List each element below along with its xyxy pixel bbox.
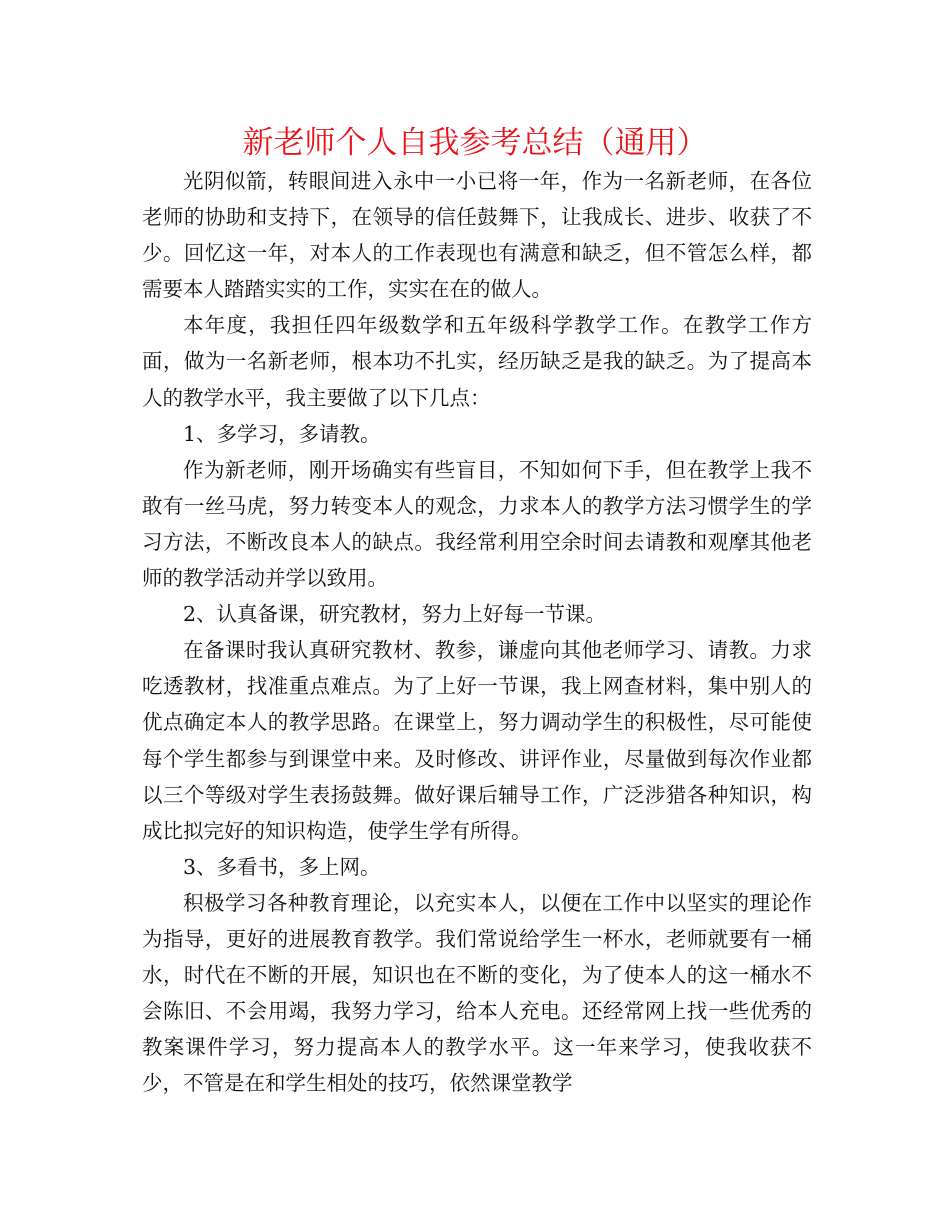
section-heading-1: 1、多学习，多请教。: [183, 421, 381, 446]
document-body: [142, 163, 812, 1101]
paragraph-intro: 光阴似箭，转眼间进入永中一小已将一年，作为一名新老师，在各位老师的协助和支持下，在领导的信任鼓舞下，让我成长、进步、收获了不少。回忆这一年，对本人的工作表现也有满意和缺乏，但不管怎么样，都需要本人踏踏实实的工作，实实在在的做人。: [142, 169, 812, 302]
paragraph-section-2: 在备课时我认真研究教材、教参，谦虚向其他老师学习、请教。力求吃透教材，找准重点难点。为了上好一节课，我上网查材料，集中别人的优点确定本人的教学思路。在课堂上，努力调动学生的积极性，尽可能使每个学生都参与到课堂中来。及时修改、讲评作业，尽量做到每次作业都以三个等级对学生表扬鼓舞。做好课后辅导工作，广泛涉猎各种知识，构成比拟完好的知识构造，使学生学有所得。: [142, 638, 812, 843]
section-heading-2: 2、认真备课，研究教材，努力上好每一节课。: [183, 602, 607, 627]
paragraph-section-3: 积极学习各种教育理论，以充实本人，以便在工作中以坚实的理论作为指导，更好的进展教育教学。我们常说给学生一杯水，老师就要有一桶水，时代在不断的开展，知识也在不断的变化，为了使本人的这一桶水不会陈旧、不会用竭，我努力学习，给本人充电。还经常网上找一些优秀的教案课件学习，努力提高本人的教学水平。这一年来学习，使我收获不少，不管是在和学生相处的技巧，依然课堂教学: [142, 890, 812, 1096]
section-heading-3: 3、多看书，多上网。: [183, 854, 381, 879]
document-title: 新老师个人自我参考总结（通用）: [242, 125, 708, 161]
paragraph-annual-role: 本年度，我担任四年级数学和五年级科学教学工作。在教学工作方面，做为一名新老师，根本功不扎实，经历缺乏是我的缺乏。为了提高本人的教学水平，我主要做了以下几点：: [142, 313, 812, 410]
paragraph-section-1: 作为新老师，刚开场确实有些盲目，不知如何下手，但在教学上我不敢有一丝马虎，努力转变本人的观念，力求本人的教学方法习惯学生的学习方法，不断改良本人的缺点。我经常利用空余时间去请教和观摩其他老师的教学活动并学以致用。: [142, 457, 812, 591]
